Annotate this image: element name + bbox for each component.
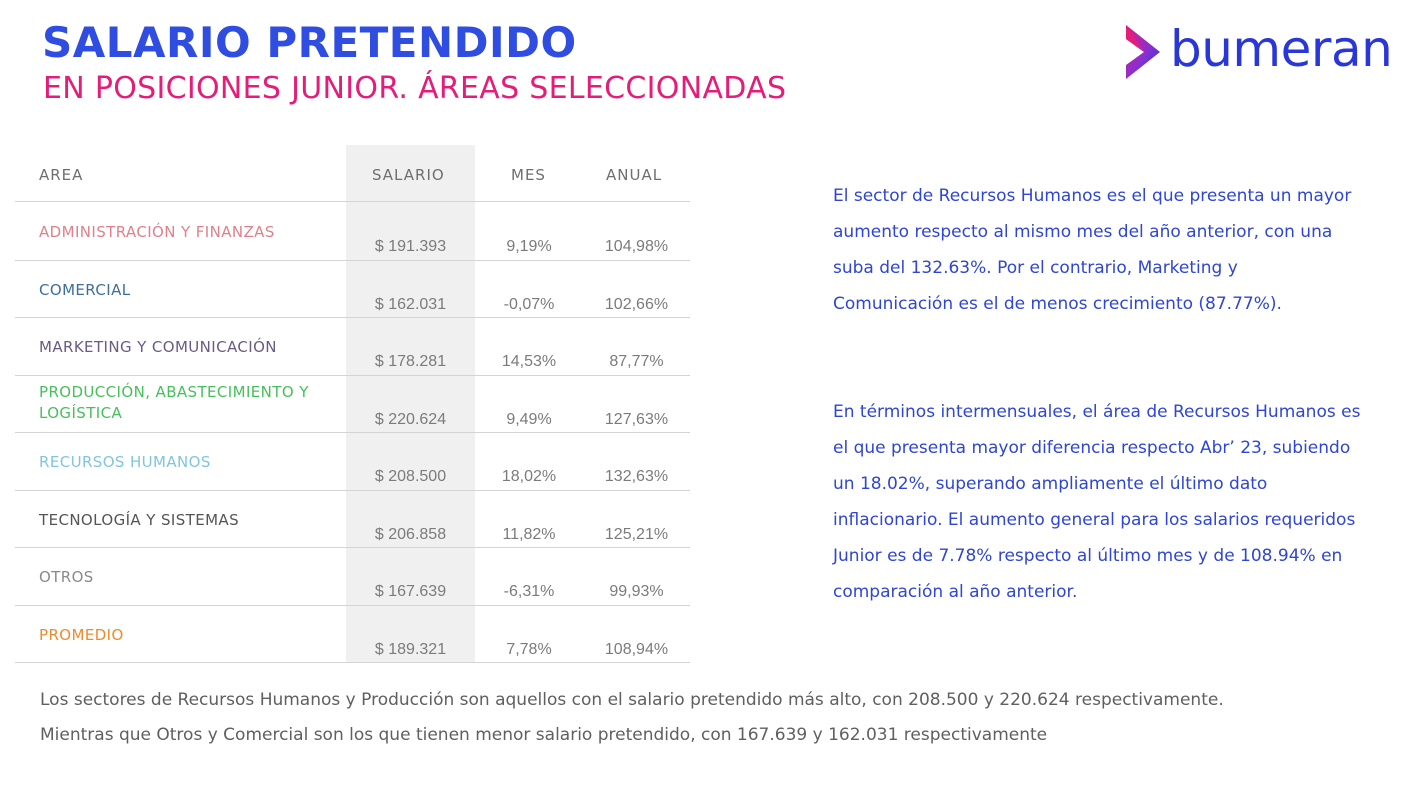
- header-mes: MES: [511, 166, 546, 184]
- footer-line-2: Mientras que Otros y Comercial son los que tienen menor salario pretendido, con 167.639 y 162.031 respectivamente: [40, 725, 1048, 745]
- row-mes: 18,02%: [501, 468, 557, 485]
- row-salario: $ 162.031: [374, 295, 447, 313]
- row-anual: 99,93%: [609, 583, 664, 600]
- row-area: TECNOLOGÍA Y SISTEMAS: [39, 510, 240, 529]
- row-mes: 14,53%: [501, 353, 557, 370]
- table-row-promedio: [15, 606, 690, 664]
- table-row: [15, 318, 690, 376]
- analysis-paragraph-2: En términos intermensuales, el área de Recursos Humanos es el que presenta mayor diferencia respecto Abr’ 23, subiendo un 18.02%, superando ampliamente el último dato inflacionario. El aumento general para los salarios requeridos Junior es de 7.78% respecto al último mes y de 108.94% en comparación al año anterior.: [833, 402, 1361, 602]
- row-mes: 7,78%: [506, 640, 552, 658]
- row-mes: 9,19%: [506, 238, 552, 255]
- row-mes: -6,31%: [503, 583, 555, 600]
- row-salario: $ 189.321: [374, 640, 447, 658]
- table-row: [15, 203, 690, 261]
- row-anual: 125,21%: [604, 525, 669, 543]
- header-area: AREA: [39, 166, 84, 184]
- row-salario: $ 220.624: [374, 410, 447, 428]
- row-anual: 127,63%: [604, 410, 669, 428]
- page-title: SALARIO PRETENDIDO: [42, 18, 577, 67]
- bumeran-chevron-logo-icon: [1122, 22, 1164, 82]
- row-mes: -0,07%: [503, 295, 555, 313]
- page-subtitle: EN POSICIONES JUNIOR. ÁREAS SELECCIONADAS: [43, 71, 787, 106]
- table-row: [15, 491, 690, 549]
- row-area: PRODUCCIÓN, ABASTECIMIENTO Y LOGÍSTICA: [39, 382, 309, 422]
- row-anual: 132,63%: [604, 468, 669, 485]
- bumeran-logo: [1122, 18, 1392, 84]
- row-salario: $ 167.639: [374, 583, 447, 600]
- row-anual: 87,77%: [609, 353, 664, 370]
- row-salario: $ 191.393: [374, 238, 447, 255]
- header-anual: ANUAL: [606, 166, 663, 184]
- table-row: [15, 433, 690, 491]
- row-area: PROMEDIO: [39, 625, 124, 644]
- row-anual: 102,66%: [604, 295, 669, 313]
- row-area: RECURSOS HUMANOS: [39, 453, 211, 471]
- row-anual: 104,98%: [604, 238, 669, 255]
- row-area: ADMINISTRACIÓN Y FINANZAS: [39, 223, 275, 241]
- logo-text: bumeran: [1170, 20, 1393, 78]
- row-anual: 108,94%: [604, 640, 669, 658]
- table-row: [15, 376, 690, 434]
- header-salario: SALARIO: [372, 166, 445, 184]
- table-row: [15, 261, 690, 319]
- row-area: OTROS: [39, 568, 94, 586]
- row-mes: 11,82%: [502, 525, 556, 543]
- row-salario: $ 206.858: [374, 525, 447, 543]
- table-header: [15, 145, 690, 202]
- row-area: MARKETING Y COMUNICACIÓN: [39, 338, 277, 356]
- row-salario: $ 178.281: [374, 353, 447, 370]
- footer-line-1: Los sectores de Recursos Humanos y Producción son aquellos con el salario pretendido más alto, con 208.500 y 220.624 respectivamente.: [40, 690, 1224, 710]
- salary-table: [15, 145, 690, 663]
- row-area: COMERCIAL: [39, 280, 131, 299]
- table-row: [15, 548, 690, 606]
- analysis-paragraph-1: El sector de Recursos Humanos es el que presenta un mayor aumento respecto al mismo mes del año anterior, con una suba del 132.63%. Por el contrario, Marketing y Comunicación es el de menos crecimiento (87.77%).: [833, 186, 1352, 314]
- row-mes: 9,49%: [506, 410, 552, 428]
- row-salario: $ 208.500: [374, 468, 447, 485]
